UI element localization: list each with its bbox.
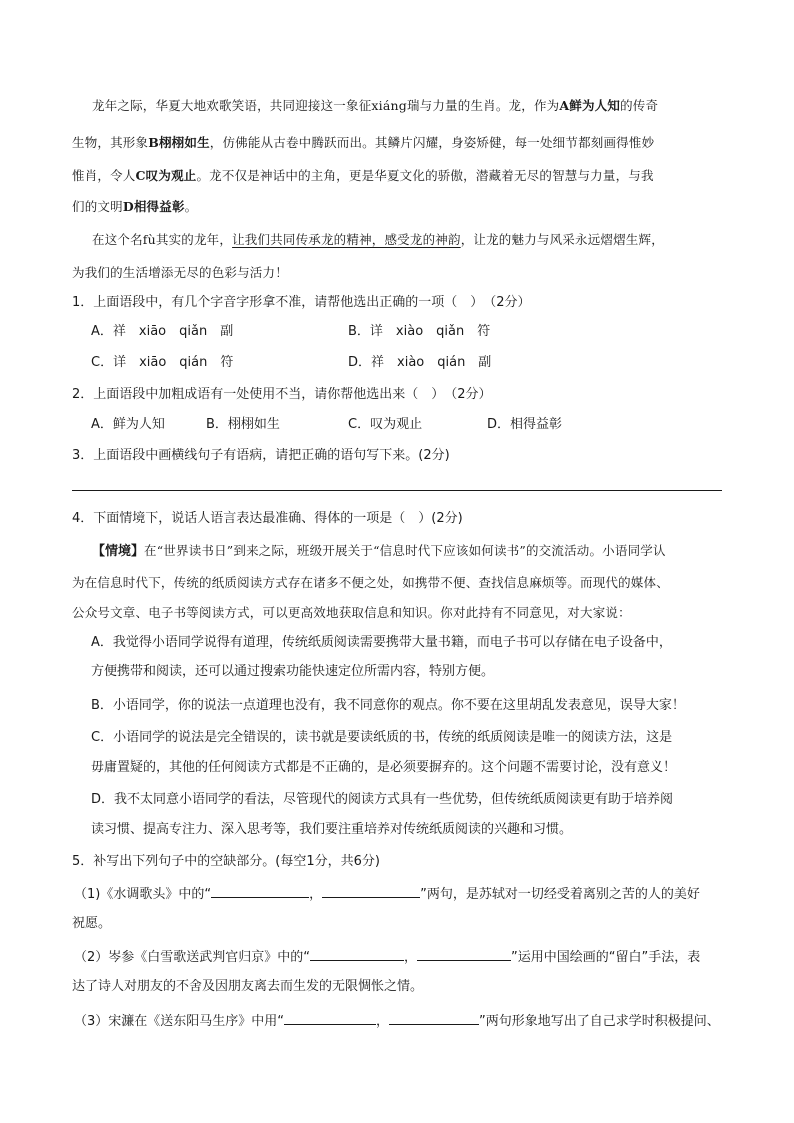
- idiom-b: B栩栩如生: [148, 135, 210, 150]
- q1-option-d[interactable]: D．祥 xiào qián 副: [348, 355, 492, 370]
- q1-option-a[interactable]: A．祥 xiāo qiǎn 副: [91, 324, 234, 339]
- q4-option-d[interactable]: D．我不太同意小语同学的看法，尽管现代的阅读方式具有一些优势，但传统纸质阅读更有助于培养阅: [91, 792, 674, 807]
- q2-option-d[interactable]: D．相得益彰: [487, 417, 563, 432]
- passage-line-5: 在这个名fù其实的龙年，让我们共同传承龙的精神，感受龙的神韵，让龙的魅力与风采永远熠熠生辉，: [92, 232, 664, 247]
- fill-blank[interactable]: [322, 884, 420, 898]
- fill-blank[interactable]: [310, 947, 404, 961]
- q4-option-d-cont: 读习惯、提高专注力、深入思考等，我们要注重培养对传统纸质阅读的兴趣和习惯。: [91, 822, 573, 837]
- q5-item-1: （1)《水调歌头》中的“ ， ”两句，是苏轼对一切经受着离别之苦的人的美好: [74, 884, 722, 904]
- q5-item-1-cont: 祝愿。: [72, 916, 112, 931]
- q4-option-b[interactable]: B．小语同学，你的说法一点道理也没有，我不同意你的观点。你不要在这里胡乱发表意见，误导大家！: [91, 698, 685, 713]
- answer-line[interactable]: [72, 490, 722, 491]
- idiom-d: D相得益彰: [122, 199, 185, 214]
- passage-line-4: 们的文明D相得益彰。: [72, 199, 198, 214]
- q4-context-line-1: 【情境】在“世界读书日”到来之际，班级开展关于“信息时代下应该如何读书”的交流活动。小语同学认: [92, 543, 666, 559]
- q5-item-2: （2）岑参《白雪歌送武判官归京》中的“ ， ”运用中国绘画的“留白”手法，表: [74, 947, 722, 967]
- q5-item-2-cont: 达了诗人对朋友的不舍及因朋友离去而生发的无限惆怅之情。: [72, 979, 424, 994]
- question-2-stem: 2．上面语段中加粗成语有一处使用不当，请你帮他选出来（ ） （2分）: [72, 387, 492, 402]
- q4-option-c[interactable]: C．小语同学的说法是完全错误的，读书就是要读纸质的书，传统的纸质阅读是唯一的阅读方法，这是: [91, 730, 673, 745]
- q4-context-line-3: 公众号文章、电子书等阅读方式，可以更高效地获取信息和知识。你对此持有不同意见，对大家说：: [72, 605, 631, 620]
- passage-line-3: 惟肖，令人C叹为观止。龙不仅是神话中的主角，更是华夏文化的骄傲，潜藏着无尽的智慧与力量，与我: [72, 168, 654, 183]
- fill-blank[interactable]: [211, 884, 309, 898]
- q2-option-a[interactable]: A．鲜为人知: [91, 417, 165, 432]
- fill-blank[interactable]: [389, 1011, 479, 1025]
- q1-option-c[interactable]: C．详 xiāo qián 符: [91, 355, 234, 370]
- question-4-stem: 4．下面情境下，说话人语言表达最准确、得体的一项是（ ）(2分): [72, 511, 463, 526]
- question-1-stem: 1．上面语段中，有几个字音字形拿不准，请帮他选出正确的一项（ ） （2分）: [72, 295, 531, 310]
- q4-option-a[interactable]: A．我觉得小语同学说得有道理，传统纸质阅读需要携带大量书籍，而电子书可以存储在电子设备中，: [91, 635, 672, 650]
- passage-line-2: 生物，其形象B栩栩如生，仿佛能从古卷中腾跃而出。其鳞片闪耀，身姿矫健，每一处细节都刻画得惟妙: [72, 135, 655, 150]
- q2-option-c[interactable]: C．叹为观止: [348, 417, 423, 432]
- question-3-stem: 3．上面语段中画横线句子有语病，请把正确的语句写下来。(2分): [72, 448, 450, 463]
- idiom-c: C叹为观止: [135, 168, 197, 183]
- q4-context-line-2: 为在信息时代下，传统的纸质阅读方式存在诸多不便之处，如携带不便、查找信息麻烦等。而现代的媒体、: [72, 575, 669, 590]
- idiom-a: A鲜为人知: [559, 98, 621, 113]
- context-tag: 【情境】: [92, 544, 145, 559]
- fill-blank[interactable]: [284, 1011, 376, 1025]
- q4-option-c-cont: 毋庸置疑的，其他的任何阅读方式都是不正确的，是必须要摒弃的。这个问题不需要讨论，没有意义！: [91, 760, 677, 775]
- question-5-stem: 5．补写出下列句子中的空缺部分。(每空1分，共6分): [72, 854, 380, 869]
- q5-item-3: （3）宋濂在《送东阳马生序》中用“ ， ”两句形象地写出了自己求学时积极提问、: [74, 1011, 722, 1031]
- q2-option-b[interactable]: B．栩栩如生: [206, 417, 280, 432]
- fill-blank[interactable]: [417, 947, 511, 961]
- q4-option-a-cont: 方便携带和阅读，还可以通过搜索功能快速定位所需内容，特别方便。: [91, 664, 495, 679]
- passage-line-1: 龙年之际，华夏大地欢歌笑语，共同迎接这一象征xiáng瑞与力量的生肖。龙，作为A鲜为人知的传奇: [92, 98, 659, 113]
- underlined-sentence: 让我们共同传承龙的精神，感受龙的神韵: [232, 232, 461, 247]
- q1-option-b[interactable]: B．详 xiào qiǎn 符: [348, 324, 491, 339]
- passage-line-6: 为我们的生活增添无尽的色彩与活力！: [72, 265, 288, 280]
